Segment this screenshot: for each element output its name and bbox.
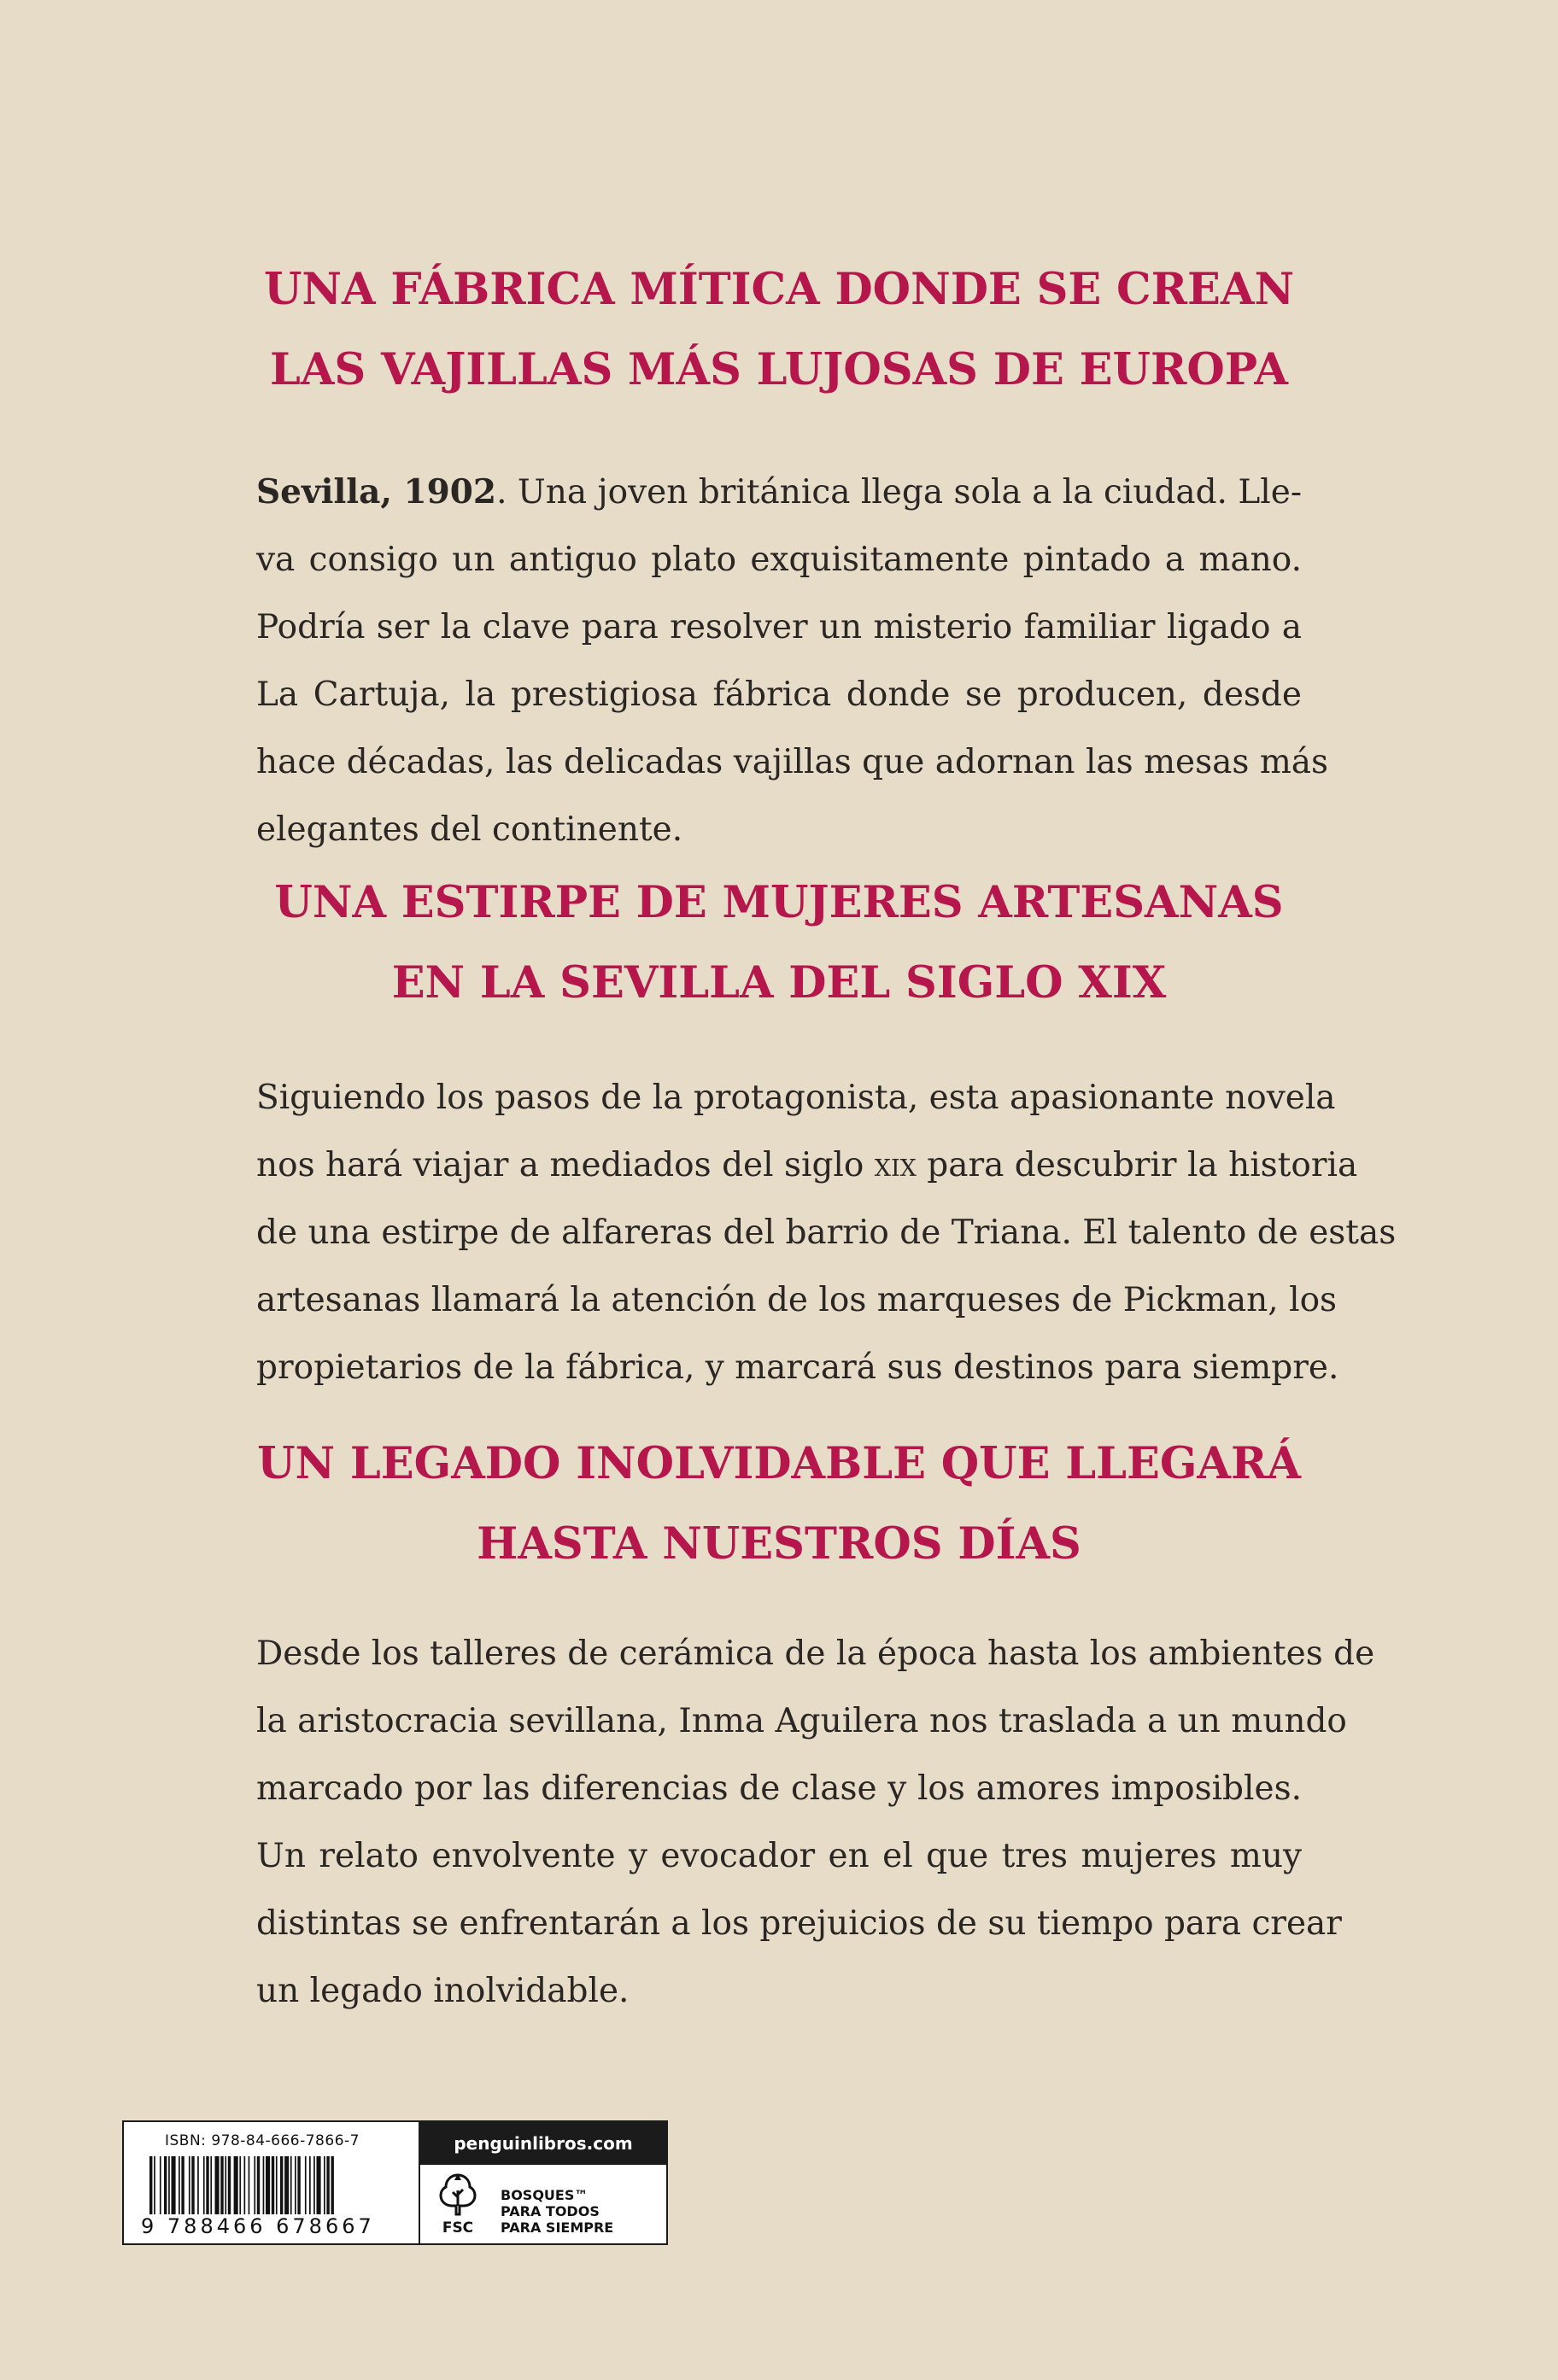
publisher-website: penguinlibros.com (420, 2122, 666, 2165)
isbn-label: ISBN: 978-84-666-7866-7 (165, 2132, 360, 2149)
text-line: Podría ser la clave para resolver un misterio familiar ligado a (256, 608, 1302, 646)
bosques-line: PARA TODOS (501, 2203, 600, 2219)
text-line: hace décadas, las delicadas vajillas que adornan las mesas más (256, 743, 1329, 781)
heading-line: UNA FÁBRICA MÍTICA DONDE SE CREAN (263, 264, 1295, 315)
publisher-area (420, 2122, 666, 2243)
text-line: distintas se enfrentarán a los prejuicios de su tiempo para crear (256, 1904, 1342, 1943)
century-numeral: xix (874, 1146, 917, 1184)
text-line: elegantes del continente. (256, 810, 683, 849)
barcode-number: 9 788466 678667 (141, 2214, 375, 2238)
text-line: La Cartuja, la prestigiosa fábrica donde se producen, desde (256, 675, 1302, 714)
text-line: de una estirpe de alfareras del barrio de Triana. El talento de estas (256, 1213, 1397, 1252)
text-line: artesanas llamará la atención de los marqueses de Pickman, los (256, 1281, 1338, 1319)
text-line: Un relato envolvente y evocador en el que tres mujeres muy (256, 1837, 1302, 1875)
text-line: . Una joven británica llega sola a la ciudad. Lle- (496, 473, 1302, 512)
text-line: nos hará viajar a mediados del siglo (256, 1146, 875, 1184)
barcode-panel (122, 2120, 668, 2245)
text-line: va consigo un antiguo plato exquisitamente pintado a mano. (256, 541, 1302, 579)
text-line: para descubrir la historia (916, 1146, 1358, 1184)
section-heading-1 (256, 249, 1302, 410)
bosques-line: PARA SIEMPRE (501, 2219, 614, 2236)
text-line: la aristocracia sevillana, Inma Aguilera nos traslada a un mundo (256, 1702, 1347, 1740)
paragraph-3 (256, 1620, 1375, 2025)
bosques-label (501, 2187, 613, 2236)
heading-line: UNA ESTIRPE DE MUJERES ARTESANAS (274, 877, 1284, 928)
section-heading-3 (256, 1424, 1302, 1584)
heading-line: LAS VAJILLAS MÁS LUJOSAS DE EUROPA (270, 344, 1288, 395)
heading-line: HASTA NUESTROS DÍAS (477, 1518, 1081, 1570)
text-line: un legado inolvidable. (256, 1972, 630, 2010)
text-line: Siguiendo los pasos de la protagonista, esta apasionante novela (256, 1079, 1336, 1117)
place-date: Sevilla, 1902 (256, 472, 497, 512)
fsc-label: FSC (442, 2219, 474, 2237)
paragraph-1 (256, 459, 1329, 863)
text-line: Desde los talleres de cerámica de la época hasta los ambientes de (256, 1634, 1375, 1673)
fsc-tree-icon (436, 2172, 480, 2219)
heading-line: UN LEGADO INOLVIDABLE QUE LLEGARÁ (257, 1438, 1301, 1489)
section-heading-2 (256, 863, 1302, 1023)
bosques-line: BOSQUES™ (501, 2187, 589, 2203)
text-line: marcado por las diferencias de clase y los amores imposibles. (256, 1769, 1302, 1808)
paragraph-2 (256, 1064, 1397, 1401)
heading-line: EN LA SEVILLA DEL SIGLO XIX (391, 957, 1167, 1009)
barcode-area (124, 2122, 420, 2243)
text-line: propietarios de la fábrica, y marcará sus destinos para siempre. (256, 1348, 1339, 1387)
